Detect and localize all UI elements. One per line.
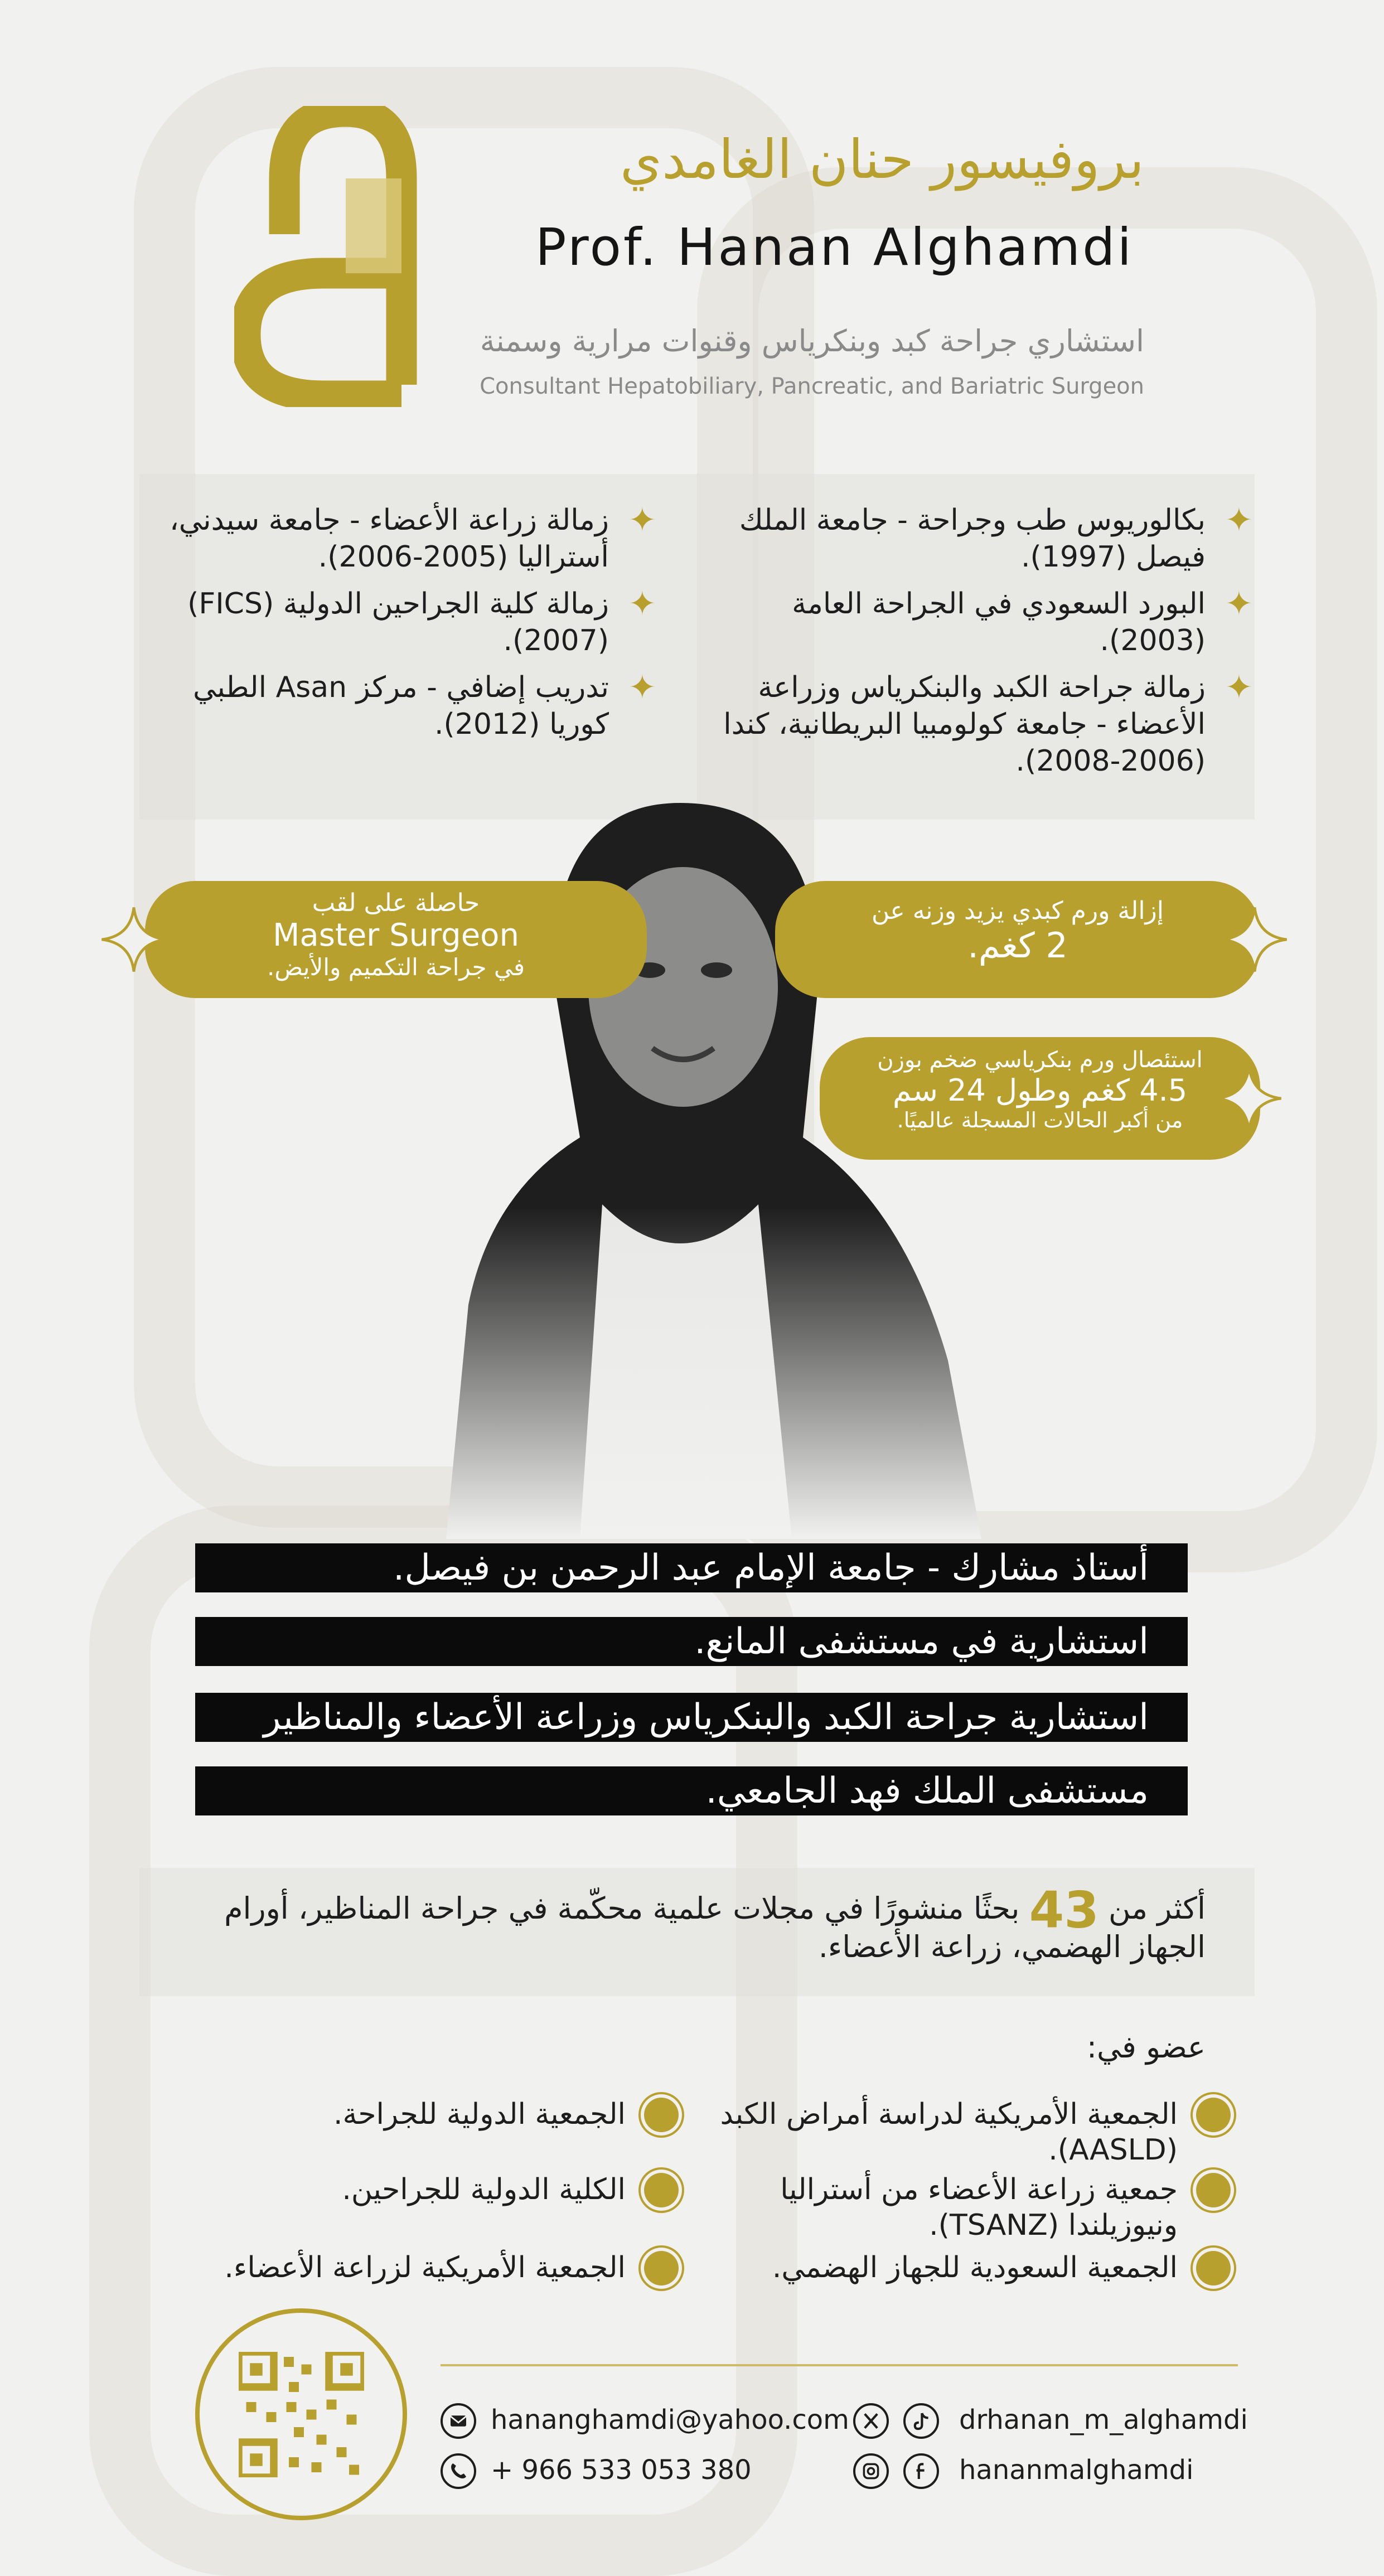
- position-banner: أستاذ مشارك - جامعة الإمام عبد الرحمن بن فيصل.: [195, 1543, 1188, 1592]
- sparkle-icon: [1221, 906, 1288, 973]
- tiktok-icon[interactable]: [903, 2403, 939, 2439]
- position-banner: مستشفى الملك فهد الجامعي.: [195, 1766, 1188, 1815]
- position-banner: استشارية جراحة الكبد والبنكرياس وزراعة الأعضاء والمناظير: [195, 1693, 1188, 1742]
- sparkle-icon: [100, 906, 167, 973]
- star-bullet-icon: ✦: [628, 584, 656, 623]
- star-bullet-icon: ✦: [628, 668, 656, 707]
- position-banner: استشارية في مستشفى المانع.: [195, 1617, 1188, 1666]
- star-bullet-icon: ✦: [1225, 668, 1253, 707]
- phone-link[interactable]: + 966 533 053 380: [491, 2454, 752, 2486]
- star-bullet-icon: ✦: [1225, 501, 1253, 540]
- qualification-item: ✦ زمالة جراحة الكبد والبنكرياس وزراعة الأعضاء - جامعة كولومبيا البريطانية، كندا (2006-2008).: [723, 668, 1253, 778]
- membership-item: الجمعية الأمريكية لزراعة الأعضاء.: [180, 2250, 626, 2286]
- bullet-dot-icon: [644, 2173, 679, 2207]
- footer-divider: [441, 2364, 1238, 2366]
- subtitle-arabic: استشاري جراحة كبد وبنكرياس وقنوات مرارية وسمنة: [480, 323, 1144, 359]
- email-link[interactable]: hananghamdi@yahoo.com: [491, 2404, 849, 2435]
- sparkle-icon: [1216, 1065, 1283, 1132]
- x-tiktok-handle[interactable]: drhanan_m_alghamdi: [959, 2404, 1248, 2435]
- qualification-item: ✦ زمالة كلية الجراحين الدولية (FICS) (2007).: [187, 584, 656, 657]
- email-icon: [441, 2403, 476, 2439]
- bullet-dot-icon: [1196, 2251, 1231, 2286]
- membership-item: الجمعية الأمريكية لدراسة أمراض الكبد (AASLD).: [698, 2096, 1178, 2168]
- subtitle-english: Consultant Hepatobiliary, Pancreatic, and Bariatric Surgeon: [480, 374, 1144, 399]
- instagram-facebook-handle[interactable]: hananmalghamdi: [959, 2454, 1194, 2486]
- membership-item: الجمعية الدولية للجراحة.: [180, 2096, 626, 2132]
- star-bullet-icon: ✦: [1225, 584, 1253, 623]
- membership-item: الكلية الدولية للجراحين.: [180, 2172, 626, 2207]
- qualification-item: ✦ البورد السعودي في الجراحة العامة (2003).: [792, 584, 1253, 657]
- bullet-dot-icon: [644, 2098, 679, 2132]
- instagram-icon[interactable]: [853, 2453, 889, 2489]
- highlight-liver-tumor: إزالة ورم كبدي يزيد وزنه عن 2 كغم.: [775, 881, 1260, 998]
- name-arabic: بروفيسور حنان الغامدي: [620, 128, 1144, 191]
- qualification-item: ✦ تدريب إضافي - مركز Asan الطبي كوريا (2012).: [193, 668, 656, 741]
- highlight-pancreatic-tumor: استئصال ورم بنكرياسي ضخم بوزن 4.5 كغم وطول 24 سم من أكبر الحالات المسجلة عالميًا.: [820, 1037, 1260, 1160]
- bullet-dot-icon: [644, 2251, 679, 2286]
- facebook-icon[interactable]: [903, 2453, 939, 2489]
- qualification-item: ✦ بكالوريوس طب وجراحة - جامعة الملك فيصل (1997).: [739, 501, 1253, 574]
- name-english: Prof. Hanan Alghamdi: [535, 217, 1134, 277]
- x-icon[interactable]: [853, 2403, 889, 2439]
- qr-code[interactable]: [195, 2308, 407, 2520]
- research-summary: أكثر من 43 بحثًا منشورًا في مجلات علمية محكّمة في جراحة المناظير، أورام الجهاز الهضمي، زراعة الأعضاء.: [224, 1881, 1206, 1965]
- highlight-master-surgeon: حاصلة على لقب Master Surgeon في جراحة التكميم والأيض.: [145, 881, 647, 998]
- memberships-title: عضو في:: [1086, 2030, 1206, 2065]
- research-count: 43: [1029, 1881, 1099, 1940]
- bullet-dot-icon: [1196, 2173, 1231, 2207]
- membership-item: جمعية زراعة الأعضاء من أستراليا ونيوزيلندا (TSANZ).: [698, 2172, 1178, 2243]
- phone-icon: [441, 2453, 476, 2489]
- membership-item: الجمعية السعودية للجهاز الهضمي.: [698, 2250, 1178, 2286]
- star-bullet-icon: ✦: [628, 501, 656, 540]
- bullet-dot-icon: [1196, 2098, 1231, 2132]
- qualification-item: ✦ زمالة زراعة الأعضاء - جامعة سيدني، أستراليا (2005-2006).: [170, 501, 656, 574]
- logo: [234, 106, 457, 407]
